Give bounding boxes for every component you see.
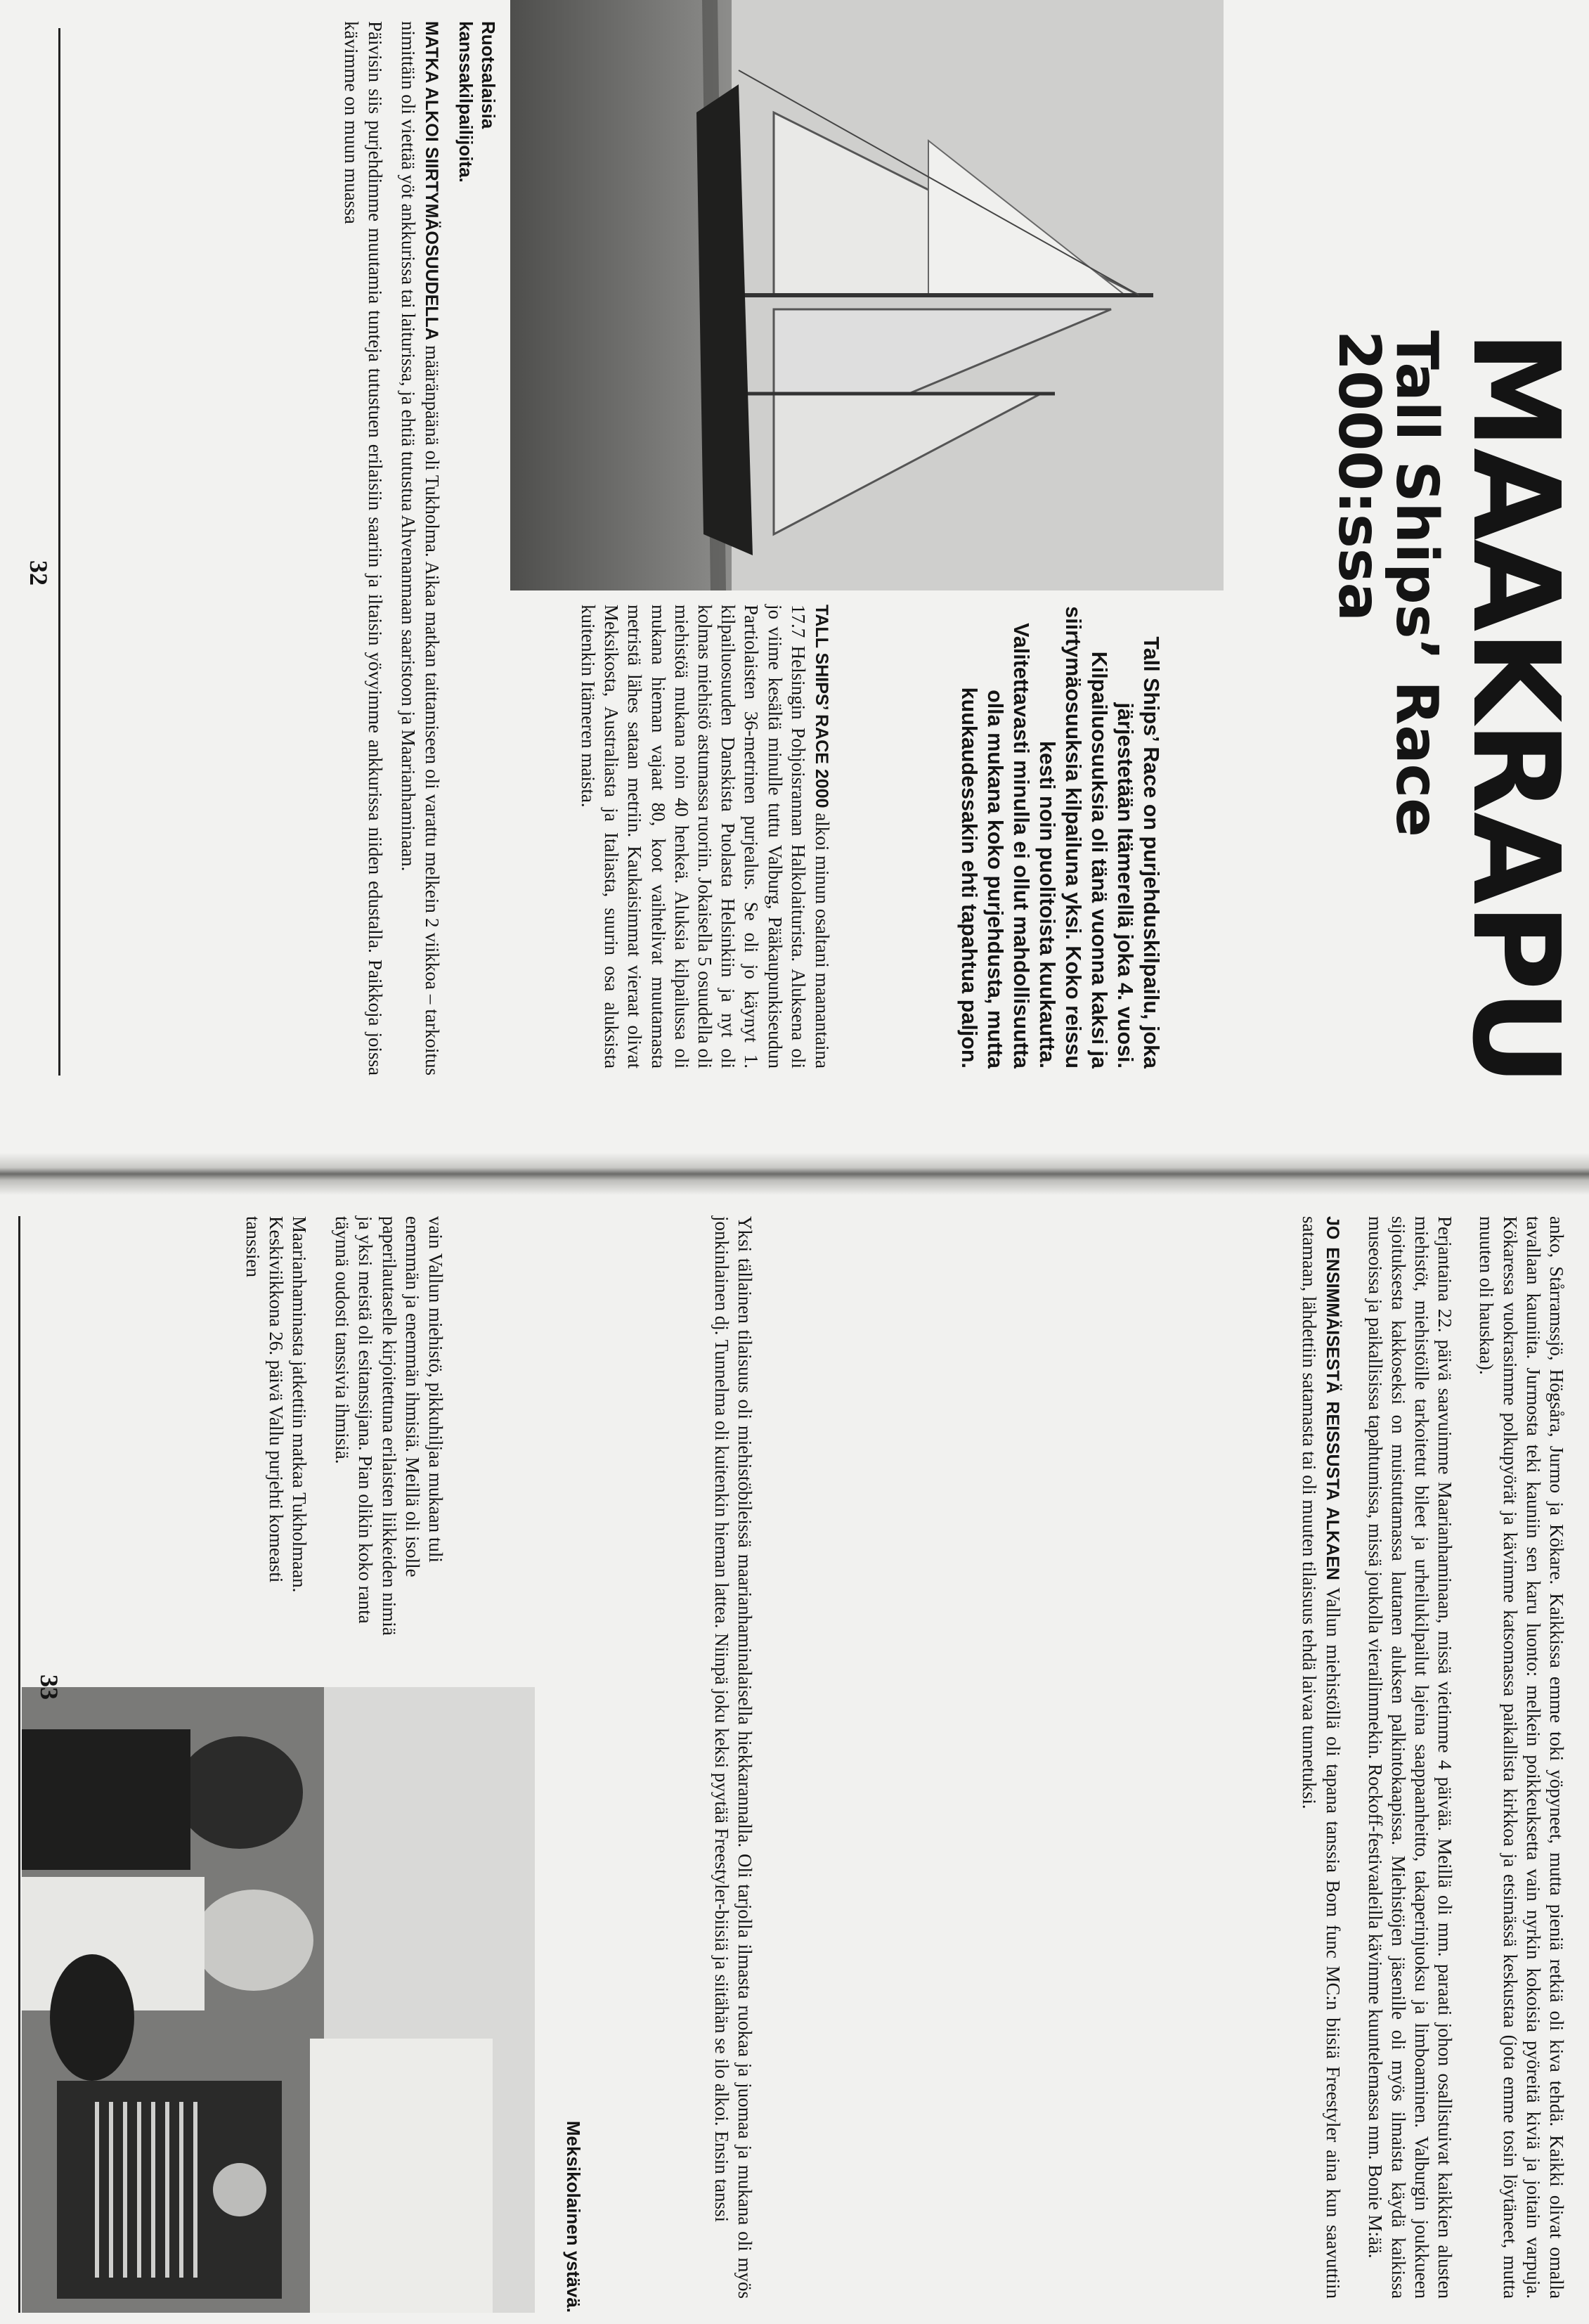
intro-text: alkoi minun osaltani maanantaina 17.7 Helsingin Pohjoisrannan Halkolaiturista. Aluksena oli jo viime kesältä minulle tuttu Valburg, Pääkaupunkiseudun Partiolaisten 36-metrinen purjealus. Se oli jo käynyt 1. kilpailuosuuden Danskista Puolasta Helsinkiin ja nyt oli kolmas miehistö astumassa ruoriin. Jokaisella 5 osuudella oli miehistöä mukana noin 40 henkeä. Aluksia kilpailussa oli mukana hieman vajaat 80, koot vaihtelivat muutamasta metristä lähes sataan metriin. Kaukaisimmat vieraat olivat Meksikosta, Australiasta ja Italiasta, suurin osa aluksista kuitenkin Itämeren maista.: [577, 605, 833, 1069]
islands-paragraph: anko, Stårramssjö, Högsåra, Jurmo ja Kökare. Kaikkissa emme toki yöpyneet, mutta pieniä retkiä oli kiva tehdä. Kaikki olivat omalla tavallaan kauniita. Jurmosta teki kauniin sen karu luonto: melkein poikkeuksetta vain nyrkin kokoisia pyöreitä kiviä ja joitain varpuja. Kökaressa vuokrasimme polkupyörät ja kävimme katsomassa paikallista kirkkoa ja etsimässä keskustaa (jota emme tosin löytäneet, mutta muuten oli hauskaa).: [1476, 1216, 1567, 2299]
right-body-text-mid: [710, 1216, 756, 2299]
intro-runin-heading: TALL SHIPS’ RACE 2000: [812, 605, 831, 808]
crew-photo: [22, 1687, 535, 2313]
narrow-column-text: [221, 1216, 447, 1638]
page-33: [0, 1195, 1589, 2324]
freestyler-text: Vallun miehistöllä oli tapana tanssia Bom func MC:n biisiä Freestyler aina kun saavuttiin satamaan, lähdettiin satamasta tai oli muuten tilaisuus tehdä laivaa tunnetuksi.: [1299, 1216, 1344, 2299]
sailing-ship-illustration: [510, 0, 1224, 590]
freestyler-paragraph: [1297, 1216, 1344, 2299]
footer-rule: [18, 1216, 20, 2313]
article-lead: Tall Ships’ Race on purjehduskilpailu, joka järjestetään Itämerellä joka 4. vuosi. Kilpailuosuuksia oli tänä vuonna kaksi ja siirtymäosuuksia kilpailuna yksi. Koko reissu kesti noin puolitoista kuukautta. Valitettavasti minulla ei ollut mahdollisuutta olla mukana koko purjehdusta, mutta kuukaudessakin ehti tapahtua paljon.: [957, 606, 1163, 1069]
page-number: 32: [25, 560, 53, 586]
page-32: [0, 0, 1589, 1153]
article-subtitle: Tall Ships’ Race 2000:ssa: [1325, 330, 1450, 837]
stockholm-paragraph: Maarianhaminasta jatkettiin matkaa Tukholmaan. Keskiviikkona 26. päivä Vallu purjehti komeasti tanssien: [242, 1216, 310, 1593]
left-body-text: [339, 21, 443, 1076]
ship-photo-caption: Ruotsalaisia kanssakilpailijoita.: [455, 21, 499, 183]
article-title: MAAKRAPU: [1446, 330, 1585, 1085]
transfer-paragraph: [396, 21, 443, 1076]
right-body-text-top: [1297, 1216, 1568, 2299]
crew-photo-caption: Meksikolainen ystävä.: [563, 2120, 584, 2313]
transfer-runin-heading: MATKA ALKOI SIIRTYMÄOSUUDELLA: [422, 21, 441, 341]
page-gutter: [0, 1153, 1589, 1195]
intro-paragraph: [576, 605, 834, 1069]
freestyler-runin-heading: JO ENSIMMÄISESTÄ REISSUSTA ALKAEN: [1323, 1216, 1343, 1580]
transfer-text: määränpäänä oli Tukholma. Aikaa matkan taittamiseen oli varattu melkein 2 viikkoa – tarkoitus nimittäin oli viettää yöt ankkurissa tai laiturissa, ja ehtiä tutustua Ahvenanmaan saaristoon ja Maarianhaminaan.: [397, 21, 443, 1076]
page-number: 33: [35, 1674, 63, 1700]
dance-paragraph: vain Vallun miehistö, pikkuhiljaa mukaan tuli enemmän ja enemmän ihmisiä. Meillä oli isolle paperilautaselle kirjoitettuna erilaisten liikkeiden nimiä ja yksi meistä oli esitanssijana. Pian olikin koko ranta täynnä oudosti tanssivia ihmisiä.: [332, 1216, 446, 1636]
daily-sailing-paragraph: Päivisin siis purjehdimme muutamia tuntejа tutustuen erilaisiin saariin ja iltaisin yövyimme ankkurissa niiden edustalla. Paikkoja joissa kävimme on muun muassa: [341, 21, 386, 1076]
mariehamn-paragraph: Perjantaina 22. päivä saavuimme Maarianhaminaan, missä vietimme 4 päivää. Meillä oli mm. paraati johon osallistuivat kaikkien alusten miehistöt, miehistöille tarkoitetut bileet ja urheilukilpailut lajeina saappaanheitto, takaperinjuoksu ja limboaminen. Valburgin joukkueen sijoituksesta kakkoseksi on muistuttamassa lautanen aluksen palkintokaapissa. Miehistöjen jäsenille oli myös ilmaista käydä kaikissa museoissa ja paikallisissa tapahtumissa, missä joukolla vierailimmekin. Rockoff-festivaaleilla kävimme kuuntelemassa mm. Bonie M:ää.: [1364, 1216, 1456, 2299]
sailing-ship-photo: [510, 0, 1224, 590]
crew-photo-illustration: [22, 1687, 535, 2313]
beach-party-paragraph: Yksi tällainen tilaisuus oli miehistöbileissä maarianhaminalaisella hiekkarannalla. Oli tarjolla ilmasta ruokaa ja juomaa ja mukana oli myös jonkinlainen dj. Tunnelma oli kuitenkin hieman lattea. Niinpä joku keksi pyytää Freestyler-biisiä ja siitähän se ilo alkoi. Ensin tanssi: [711, 1216, 755, 2299]
footer-rule: [58, 28, 60, 1076]
